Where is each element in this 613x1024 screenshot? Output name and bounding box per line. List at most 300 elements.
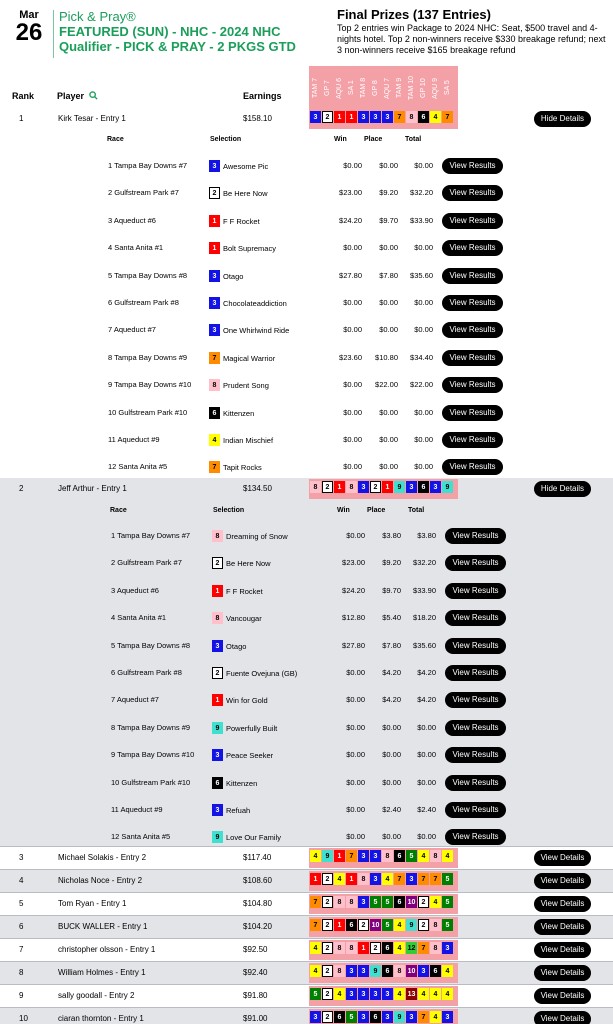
pick-saddlecloth: 3 bbox=[430, 481, 441, 493]
detail-race-name: 4 Santa Anita #1 bbox=[108, 243, 164, 252]
picks-strip bbox=[309, 871, 458, 891]
pick-saddlecloth: 8 bbox=[310, 481, 321, 493]
pick-saddlecloth: 1 bbox=[334, 111, 345, 123]
detail-win-value: $0.00 bbox=[343, 325, 362, 334]
picks-strip bbox=[309, 963, 458, 983]
detail-place-value: $4.20 bbox=[382, 668, 401, 677]
detail-total-value: $32.20 bbox=[413, 558, 436, 567]
pick-saddlecloth: 5 bbox=[382, 896, 393, 908]
detail-win-value: $12.80 bbox=[342, 613, 365, 622]
detail-row bbox=[0, 826, 613, 848]
pick-saddlecloth: 6 bbox=[346, 919, 357, 931]
detail-selection bbox=[209, 461, 262, 473]
detail-race-name: 5 Tampa Bay Downs #8 bbox=[108, 271, 188, 280]
pick-saddlecloth: 13 bbox=[406, 988, 417, 1000]
pick-saddlecloth: 3 bbox=[442, 942, 453, 954]
detail-place-header: Place bbox=[364, 136, 383, 143]
detail-row bbox=[0, 237, 613, 259]
detail-row bbox=[0, 635, 613, 657]
view-results-button[interactable]: View Results bbox=[442, 185, 503, 201]
picks-strip bbox=[309, 940, 458, 960]
prizes-panel bbox=[337, 7, 607, 56]
pick-saddlecloth: 5 bbox=[370, 896, 381, 908]
view-results-button[interactable]: View Results bbox=[445, 802, 506, 818]
earnings-value: $104.20 bbox=[243, 922, 272, 931]
view-results-button[interactable]: View Results bbox=[442, 295, 503, 311]
saddlecloth-number: 3 bbox=[212, 804, 223, 816]
pick-saddlecloth: 4 bbox=[310, 942, 321, 954]
pick-saddlecloth: 7 bbox=[310, 896, 321, 908]
detail-total-header: Total bbox=[405, 136, 422, 143]
detail-place-value: $9.70 bbox=[379, 216, 398, 225]
detail-row bbox=[0, 662, 613, 684]
detail-race-name: 12 Santa Anita #5 bbox=[108, 462, 168, 471]
pick-saddlecloth: 5 bbox=[442, 919, 453, 931]
detail-place-value: $0.00 bbox=[382, 778, 401, 787]
view-results-button[interactable]: View Results bbox=[445, 555, 506, 571]
picks-strip bbox=[309, 1009, 458, 1024]
pick-saddlecloth: 1 bbox=[310, 873, 321, 885]
detail-row bbox=[0, 265, 613, 287]
contest-date bbox=[14, 9, 44, 45]
contest-name: FEATURED (SUN) - NHC - 2024 NHC Qualifier - PICK & PRAY - 2 PKGS GTD bbox=[59, 24, 296, 54]
pick-saddlecloth: 3 bbox=[358, 965, 369, 977]
player-name[interactable]: BUCK WALLER - Entry 1 bbox=[58, 922, 148, 931]
player-column-header[interactable] bbox=[57, 91, 98, 101]
detail-race-name: 11 Aqueduct #9 bbox=[108, 435, 160, 444]
pick-saddlecloth: 5 bbox=[442, 873, 453, 885]
saddlecloth-number: 2 bbox=[212, 667, 223, 679]
detail-win-value: $0.00 bbox=[343, 380, 362, 389]
pick-saddlecloth: 6 bbox=[334, 1011, 345, 1023]
saddlecloth-number: 1 bbox=[209, 215, 220, 227]
view-details-button[interactable]: View Details bbox=[534, 873, 591, 889]
detail-race-name: 3 Aqueduct #6 bbox=[108, 216, 156, 225]
pick-saddlecloth: 6 bbox=[418, 481, 429, 493]
detail-total-value: $0.00 bbox=[414, 435, 433, 444]
pick-saddlecloth: 6 bbox=[394, 850, 405, 862]
pick-saddlecloth: 6 bbox=[382, 942, 393, 954]
earnings-value: $92.50 bbox=[243, 945, 268, 954]
saddlecloth-number: 2 bbox=[209, 187, 220, 199]
detail-win-value: $23.00 bbox=[342, 558, 365, 567]
view-results-button[interactable]: View Results bbox=[442, 459, 503, 475]
detail-selection bbox=[209, 160, 268, 172]
pick-saddlecloth: 9 bbox=[406, 919, 417, 931]
pick-saddlecloth: 3 bbox=[358, 988, 369, 1000]
prizes-heading: Final Prizes (137 Entries) bbox=[337, 7, 491, 22]
detail-total-value: $33.90 bbox=[410, 216, 433, 225]
pick-saddlecloth: 3 bbox=[382, 111, 393, 123]
view-results-button[interactable]: View Results bbox=[442, 240, 503, 256]
detail-row bbox=[0, 402, 613, 424]
player-name[interactable]: ciaran thornton - Entry 1 bbox=[58, 1014, 144, 1023]
horse-name: Be Here Now bbox=[226, 558, 271, 568]
detail-win-value: $0.00 bbox=[343, 298, 362, 307]
detail-place-value: $10.80 bbox=[375, 353, 398, 362]
earnings-value: $117.40 bbox=[243, 853, 272, 862]
rank-value: 8 bbox=[19, 968, 24, 977]
detail-row bbox=[0, 580, 613, 602]
pick-saddlecloth: 8 bbox=[394, 965, 405, 977]
pick-saddlecloth: 3 bbox=[310, 1011, 321, 1023]
pick-saddlecloth: 4 bbox=[442, 988, 453, 1000]
picks-strip bbox=[309, 109, 458, 129]
detail-race-name: 2 Gulfstream Park #7 bbox=[111, 558, 182, 567]
horse-name: Win for Gold bbox=[226, 695, 268, 705]
player-name[interactable]: christopher olsson - Entry 1 bbox=[58, 945, 156, 954]
horse-name: Be Here Now bbox=[223, 188, 268, 198]
horse-name: Prudent Song bbox=[223, 380, 269, 390]
player-name[interactable]: Michael Solakis - Entry 2 bbox=[58, 853, 147, 862]
player-name[interactable]: Jeff Arthur - Entry 1 bbox=[58, 484, 127, 493]
view-results-button[interactable]: View Results bbox=[445, 692, 506, 708]
view-results-button[interactable]: View Results bbox=[442, 377, 503, 393]
view-results-button[interactable]: View Results bbox=[442, 322, 503, 338]
pick-saddlecloth: 8 bbox=[382, 850, 393, 862]
pick-saddlecloth: 10 bbox=[406, 896, 417, 908]
saddlecloth-number: 6 bbox=[209, 407, 220, 419]
detail-race-name: 7 Aqueduct #7 bbox=[111, 695, 159, 704]
detail-row bbox=[0, 374, 613, 396]
picks-strip bbox=[309, 986, 458, 1006]
pick-saddlecloth: 8 bbox=[430, 919, 441, 931]
pick-saddlecloth: 10 bbox=[370, 919, 381, 931]
horse-name: Love Our Family bbox=[226, 832, 282, 842]
leaderboard-row bbox=[0, 962, 613, 984]
saddlecloth-number: 1 bbox=[209, 242, 220, 254]
pick-saddlecloth: 1 bbox=[334, 919, 345, 931]
detail-row bbox=[0, 429, 613, 451]
pick-saddlecloth: 12 bbox=[406, 942, 417, 954]
detail-row bbox=[0, 292, 613, 314]
detail-race-name: 6 Gulfstream Park #8 bbox=[108, 298, 179, 307]
view-results-button[interactable]: View Results bbox=[442, 432, 503, 448]
pick-saddlecloth: 8 bbox=[358, 873, 369, 885]
pick-saddlecloth: 2 bbox=[418, 896, 429, 908]
detail-total-value: $0.00 bbox=[417, 750, 436, 759]
pick-saddlecloth: 4 bbox=[430, 988, 441, 1000]
detail-race-name: 10 Gulfstream Park #10 bbox=[108, 408, 188, 417]
detail-row bbox=[0, 799, 613, 821]
detail-win-value: $0.00 bbox=[343, 462, 362, 471]
view-details-button[interactable]: View Details bbox=[534, 988, 591, 1004]
leaderboard-row bbox=[0, 893, 613, 915]
horse-name: Tapit Rocks bbox=[223, 462, 262, 472]
detail-selection bbox=[209, 352, 275, 364]
detail-place-value: $0.00 bbox=[382, 832, 401, 841]
pick-saddlecloth: 3 bbox=[382, 1011, 393, 1023]
view-details-button[interactable]: View Details bbox=[534, 850, 591, 866]
detail-place-value: $9.20 bbox=[382, 558, 401, 567]
detail-total-value: $3.80 bbox=[417, 531, 436, 540]
pick-saddlecloth: 2 bbox=[322, 481, 333, 493]
detail-place-value: $0.00 bbox=[379, 298, 398, 307]
pick-saddlecloth: 2 bbox=[418, 919, 429, 931]
race-title-12: SA 5 bbox=[444, 80, 451, 96]
saddlecloth-number: 8 bbox=[212, 530, 223, 542]
contest-title bbox=[59, 9, 314, 54]
view-details-button[interactable]: View Details bbox=[534, 965, 591, 981]
detail-win-value: $27.80 bbox=[342, 641, 365, 650]
detail-total-value: $2.40 bbox=[417, 805, 436, 814]
detail-selection bbox=[212, 777, 257, 789]
view-results-button[interactable]: View Results bbox=[442, 213, 503, 229]
rank-value: 9 bbox=[19, 991, 24, 1000]
detail-selection bbox=[209, 242, 276, 254]
detail-row bbox=[0, 717, 613, 739]
detail-race-name: 2 Gulfstream Park #7 bbox=[108, 188, 179, 197]
race-title-1: TAM 7 bbox=[312, 77, 319, 99]
view-results-button[interactable]: View Results bbox=[445, 583, 506, 599]
pick-saddlecloth: 4 bbox=[334, 988, 345, 1000]
rank-value: 10 bbox=[19, 1014, 28, 1023]
view-results-button[interactable]: View Results bbox=[445, 528, 506, 544]
pick-saddlecloth: 3 bbox=[310, 111, 321, 123]
pick-saddlecloth: 4 bbox=[430, 111, 441, 123]
detail-win-header: Win bbox=[337, 507, 350, 514]
search-icon[interactable] bbox=[89, 91, 98, 100]
detail-win-value: $0.00 bbox=[346, 695, 365, 704]
pick-saddlecloth: 2 bbox=[322, 942, 333, 954]
view-details-button[interactable]: View Details bbox=[534, 896, 591, 912]
pick-saddlecloth: 2 bbox=[358, 919, 369, 931]
pick-saddlecloth: 8 bbox=[334, 942, 345, 954]
view-results-button[interactable]: View Results bbox=[445, 720, 506, 736]
saddlecloth-number: 1 bbox=[212, 585, 223, 597]
player-name[interactable]: Nicholas Noce - Entry 2 bbox=[58, 876, 143, 885]
contest-day: 26 bbox=[15, 19, 43, 46]
view-results-button[interactable]: View Results bbox=[445, 665, 506, 681]
detail-place-value: $2.40 bbox=[382, 805, 401, 814]
pick-saddlecloth: 1 bbox=[358, 942, 369, 954]
player-name[interactable]: sally goodall - Entry 2 bbox=[58, 991, 135, 1000]
detail-row bbox=[0, 689, 613, 711]
detail-total-value: $18.20 bbox=[413, 613, 436, 622]
detail-total-value: $0.00 bbox=[417, 778, 436, 787]
pick-saddlecloth: 4 bbox=[394, 942, 405, 954]
detail-selection bbox=[209, 187, 268, 199]
pick-saddlecloth: 4 bbox=[310, 965, 321, 977]
detail-place-value: $0.00 bbox=[382, 723, 401, 732]
detail-race-name: 1 Tampa Bay Downs #7 bbox=[111, 531, 191, 540]
saddlecloth-number: 3 bbox=[209, 297, 220, 309]
rank-value: 5 bbox=[19, 899, 24, 908]
horse-name: Refuah bbox=[226, 805, 251, 815]
detail-place-value: $0.00 bbox=[379, 325, 398, 334]
horse-name: Chocolateaddiction bbox=[223, 298, 287, 308]
detail-race-name: 4 Santa Anita #1 bbox=[111, 613, 167, 622]
detail-selection bbox=[212, 667, 297, 679]
saddlecloth-number: 9 bbox=[212, 831, 223, 843]
pick-saddlecloth: 3 bbox=[442, 1011, 453, 1023]
saddlecloth-number: 3 bbox=[209, 160, 220, 172]
view-details-button[interactable]: View Details bbox=[534, 1011, 591, 1024]
pick-saddlecloth: 3 bbox=[358, 1011, 369, 1023]
pick-saddlecloth: 4 bbox=[430, 896, 441, 908]
horse-name: Kittenzen bbox=[226, 778, 258, 788]
pick-saddlecloth: 4 bbox=[418, 850, 429, 862]
horse-name: Kittenzen bbox=[223, 408, 255, 418]
pick-saddlecloth: 3 bbox=[406, 873, 417, 885]
detail-selection bbox=[212, 749, 273, 761]
view-results-button[interactable]: View Results bbox=[442, 268, 503, 284]
pick-saddlecloth: 1 bbox=[334, 481, 345, 493]
horse-name: Otago bbox=[226, 641, 247, 651]
picks-strip bbox=[309, 917, 458, 937]
detail-row bbox=[0, 319, 613, 341]
leaderboard-row bbox=[0, 985, 613, 1007]
horse-name: Magical Warrior bbox=[223, 353, 276, 363]
pick-saddlecloth: 6 bbox=[394, 896, 405, 908]
detail-row bbox=[0, 744, 613, 766]
pick-saddlecloth: 5 bbox=[382, 919, 393, 931]
detail-win-value: $0.00 bbox=[343, 161, 362, 170]
player-column-label: Player bbox=[57, 91, 85, 101]
view-results-button[interactable]: View Results bbox=[445, 775, 506, 791]
leaderboard-row bbox=[0, 1008, 613, 1024]
detail-win-value: $0.00 bbox=[343, 435, 362, 444]
detail-race-name: 12 Santa Anita #5 bbox=[111, 832, 171, 841]
detail-place-header: Place bbox=[367, 507, 386, 514]
pick-saddlecloth: 7 bbox=[346, 850, 357, 862]
view-details-button[interactable]: View Details bbox=[534, 942, 591, 958]
contest-brand: Pick & Pray® bbox=[59, 9, 136, 24]
earnings-value: $134.50 bbox=[243, 484, 272, 493]
view-results-button[interactable]: View Results bbox=[442, 350, 503, 366]
detail-selection bbox=[212, 640, 246, 652]
pick-saddlecloth: 3 bbox=[346, 988, 357, 1000]
detail-place-value: $0.00 bbox=[382, 750, 401, 759]
detail-race-name: 9 Tampa Bay Downs #10 bbox=[111, 750, 195, 759]
player-name[interactable]: Kirk Tesar - Entry 1 bbox=[58, 114, 126, 123]
detail-total-value: $35.60 bbox=[410, 271, 433, 280]
pick-saddlecloth: 2 bbox=[322, 111, 333, 123]
earnings-value: $158.10 bbox=[243, 114, 272, 123]
detail-win-value: $24.20 bbox=[339, 216, 362, 225]
detail-total-value: $32.20 bbox=[410, 188, 433, 197]
detail-race-name: 7 Aqueduct #7 bbox=[108, 325, 156, 334]
view-results-button[interactable]: View Results bbox=[445, 747, 506, 763]
pick-saddlecloth: 3 bbox=[406, 481, 417, 493]
saddlecloth-number: 8 bbox=[212, 612, 223, 624]
detail-total-value: $0.00 bbox=[414, 298, 433, 307]
pick-saddlecloth: 3 bbox=[358, 111, 369, 123]
horse-name: F F Rocket bbox=[223, 216, 260, 226]
earnings-value: $108.60 bbox=[243, 876, 272, 885]
view-details-button[interactable]: View Details bbox=[534, 919, 591, 935]
pick-saddlecloth: 2 bbox=[322, 919, 333, 931]
picks-strip bbox=[309, 894, 458, 914]
pick-saddlecloth: 8 bbox=[430, 850, 441, 862]
hide-details-button[interactable]: Hide Details bbox=[534, 481, 591, 497]
detail-win-value: $0.00 bbox=[346, 668, 365, 677]
earnings-column-header: Earnings bbox=[243, 91, 282, 101]
pick-saddlecloth: 8 bbox=[346, 942, 357, 954]
view-results-button[interactable]: View Results bbox=[442, 405, 503, 421]
detail-selection bbox=[209, 270, 243, 282]
horse-name: Dreaming of Snow bbox=[226, 531, 288, 541]
pick-saddlecloth: 1 bbox=[346, 873, 357, 885]
race-title-11: AQU 9 bbox=[432, 77, 439, 99]
pick-saddlecloth: 7 bbox=[418, 942, 429, 954]
saddlecloth-number: 2 bbox=[212, 557, 223, 569]
pick-saddlecloth: 7 bbox=[418, 873, 429, 885]
saddlecloth-number: 3 bbox=[212, 749, 223, 761]
pick-saddlecloth: 5 bbox=[346, 1011, 357, 1023]
pick-saddlecloth: 4 bbox=[442, 850, 453, 862]
view-results-button[interactable]: View Results bbox=[445, 610, 506, 626]
race-title-10: GP 10 bbox=[420, 78, 427, 98]
saddlecloth-number: 3 bbox=[209, 324, 220, 336]
detail-total-header: Total bbox=[408, 507, 425, 514]
detail-place-value: $5.40 bbox=[382, 613, 401, 622]
detail-race-name: 1 Tampa Bay Downs #7 bbox=[108, 161, 188, 170]
pick-saddlecloth: 6 bbox=[382, 965, 393, 977]
detail-total-value: $34.40 bbox=[410, 353, 433, 362]
detail-race-header: Race bbox=[107, 136, 124, 143]
player-name[interactable]: William Holmes - Entry 1 bbox=[58, 968, 146, 977]
detail-win-value: $0.00 bbox=[343, 408, 362, 417]
leaderboard-row bbox=[0, 847, 613, 869]
view-results-button[interactable]: View Results bbox=[442, 158, 503, 174]
detail-win-value: $27.80 bbox=[339, 271, 362, 280]
pick-saddlecloth: 2 bbox=[322, 988, 333, 1000]
detail-selection bbox=[209, 379, 269, 391]
detail-race-name: 8 Tampa Bay Downs #9 bbox=[111, 723, 191, 732]
pick-saddlecloth: 4 bbox=[394, 919, 405, 931]
detail-selection bbox=[209, 407, 254, 419]
contest-month: Mar bbox=[19, 9, 39, 21]
saddlecloth-number: 4 bbox=[209, 434, 220, 446]
race-title-2: GP 7 bbox=[324, 80, 331, 96]
view-results-button[interactable]: View Results bbox=[445, 638, 506, 654]
detail-win-value: $0.00 bbox=[346, 750, 365, 759]
pick-saddlecloth: 2 bbox=[322, 896, 333, 908]
pick-saddlecloth: 3 bbox=[370, 873, 381, 885]
pick-saddlecloth: 8 bbox=[430, 942, 441, 954]
pick-saddlecloth: 3 bbox=[370, 850, 381, 862]
leaderboard-row bbox=[0, 939, 613, 961]
detail-total-value: $0.00 bbox=[414, 408, 433, 417]
pick-saddlecloth: 1 bbox=[382, 481, 393, 493]
race-title-5: TAM 8 bbox=[360, 77, 367, 99]
detail-place-value: $7.80 bbox=[379, 271, 398, 280]
detail-race-name: 9 Tampa Bay Downs #10 bbox=[108, 380, 192, 389]
detail-win-value: $0.00 bbox=[346, 805, 365, 814]
detail-selection bbox=[209, 324, 289, 336]
detail-win-value: $0.00 bbox=[346, 531, 365, 540]
pick-saddlecloth: 5 bbox=[406, 850, 417, 862]
pick-saddlecloth: 4 bbox=[430, 1011, 441, 1023]
detail-total-value: $22.00 bbox=[410, 380, 433, 389]
view-results-button[interactable]: View Results bbox=[445, 829, 506, 845]
detail-place-value: $0.00 bbox=[379, 435, 398, 444]
saddlecloth-number: 3 bbox=[209, 270, 220, 282]
hide-details-button[interactable]: Hide Details bbox=[534, 111, 591, 127]
race-title-8: TAM 9 bbox=[396, 77, 403, 99]
pick-saddlecloth: 6 bbox=[418, 111, 429, 123]
player-name[interactable]: Tom Ryan - Entry 1 bbox=[58, 899, 127, 908]
detail-win-value: $23.00 bbox=[339, 188, 362, 197]
pick-saddlecloth: 2 bbox=[322, 873, 333, 885]
horse-name: F F Rocket bbox=[226, 586, 263, 596]
earnings-value: $104.80 bbox=[243, 899, 272, 908]
earnings-value: $91.80 bbox=[243, 991, 268, 1000]
picks-strip bbox=[309, 479, 458, 499]
earnings-value: $92.40 bbox=[243, 968, 268, 977]
detail-win-header: Win bbox=[334, 136, 347, 143]
